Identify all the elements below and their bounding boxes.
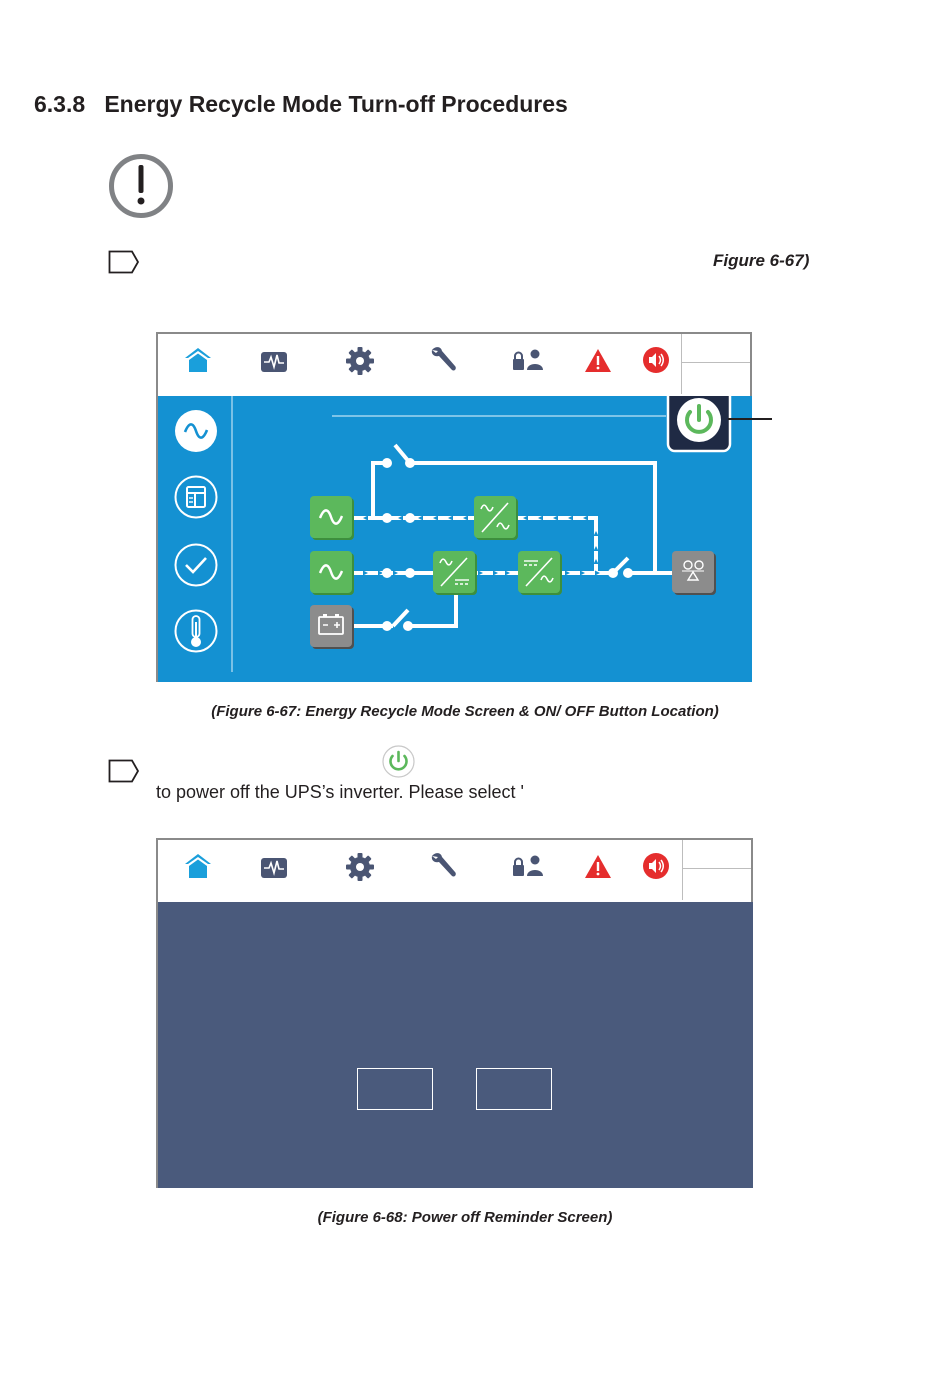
callout-line — [728, 418, 772, 420]
alarm-icon[interactable] — [580, 342, 616, 378]
figure-reference: Figure 6-67) — [713, 251, 810, 270]
inline-power-icon — [382, 745, 415, 778]
figure-67-caption: (Figure 6-67: Energy Recycle Mode Screen & ON/ OFF Button Location) — [211, 703, 719, 720]
inverter-module — [518, 551, 562, 595]
section-title: Energy Recycle Mode Turn-off Procedures — [104, 91, 568, 117]
confirm-button[interactable] — [357, 1068, 433, 1110]
wrench-icon[interactable] — [426, 848, 462, 884]
user-lock-icon[interactable] — [510, 342, 546, 378]
check-icon[interactable] — [176, 545, 217, 586]
toolbar-status-panel — [682, 840, 751, 900]
battery-module — [310, 605, 354, 649]
cancel-button[interactable] — [476, 1068, 552, 1110]
note-marker-icon — [108, 250, 140, 274]
top-toolbar — [158, 334, 750, 394]
figure-68-caption: (Figure 6-68: Power off Reminder Screen) — [317, 1209, 613, 1226]
user-lock-icon[interactable] — [510, 848, 546, 884]
mute-icon[interactable] — [638, 342, 674, 378]
wrench-icon[interactable] — [426, 342, 462, 378]
home-icon[interactable] — [180, 342, 216, 378]
step2-text: to power off the UPS’s inverter. Please select ' — [156, 782, 524, 802]
gear-icon[interactable] — [342, 848, 378, 884]
gear-icon[interactable] — [342, 342, 378, 378]
waveform-icon[interactable] — [256, 848, 292, 884]
mute-icon[interactable] — [638, 848, 674, 884]
section-number: 6.3.8 — [34, 91, 86, 117]
power-off-reminder-screen — [156, 838, 753, 1188]
warning-icon — [108, 153, 174, 219]
bypass-input-module — [310, 496, 354, 540]
note-marker-icon — [108, 759, 140, 783]
reminder-dialog — [158, 902, 753, 1188]
top-toolbar — [158, 840, 751, 900]
rectifier-module — [433, 551, 477, 595]
load-module — [672, 551, 716, 595]
section-heading — [34, 91, 568, 118]
alarm-icon[interactable] — [580, 848, 616, 884]
power-button[interactable] — [668, 396, 730, 451]
mains-input-module — [310, 551, 354, 595]
energy-recycle-screen — [156, 332, 752, 682]
home-icon[interactable] — [180, 848, 216, 884]
energy-recycle-rectifier-module — [474, 496, 518, 540]
log-icon[interactable] — [176, 477, 217, 518]
thermometer-icon[interactable] — [176, 611, 217, 652]
waveform-icon[interactable] — [256, 342, 292, 378]
toolbar-status-panel — [681, 334, 750, 394]
mimic-panel — [158, 396, 752, 682]
sine-wave-icon[interactable] — [175, 410, 217, 452]
